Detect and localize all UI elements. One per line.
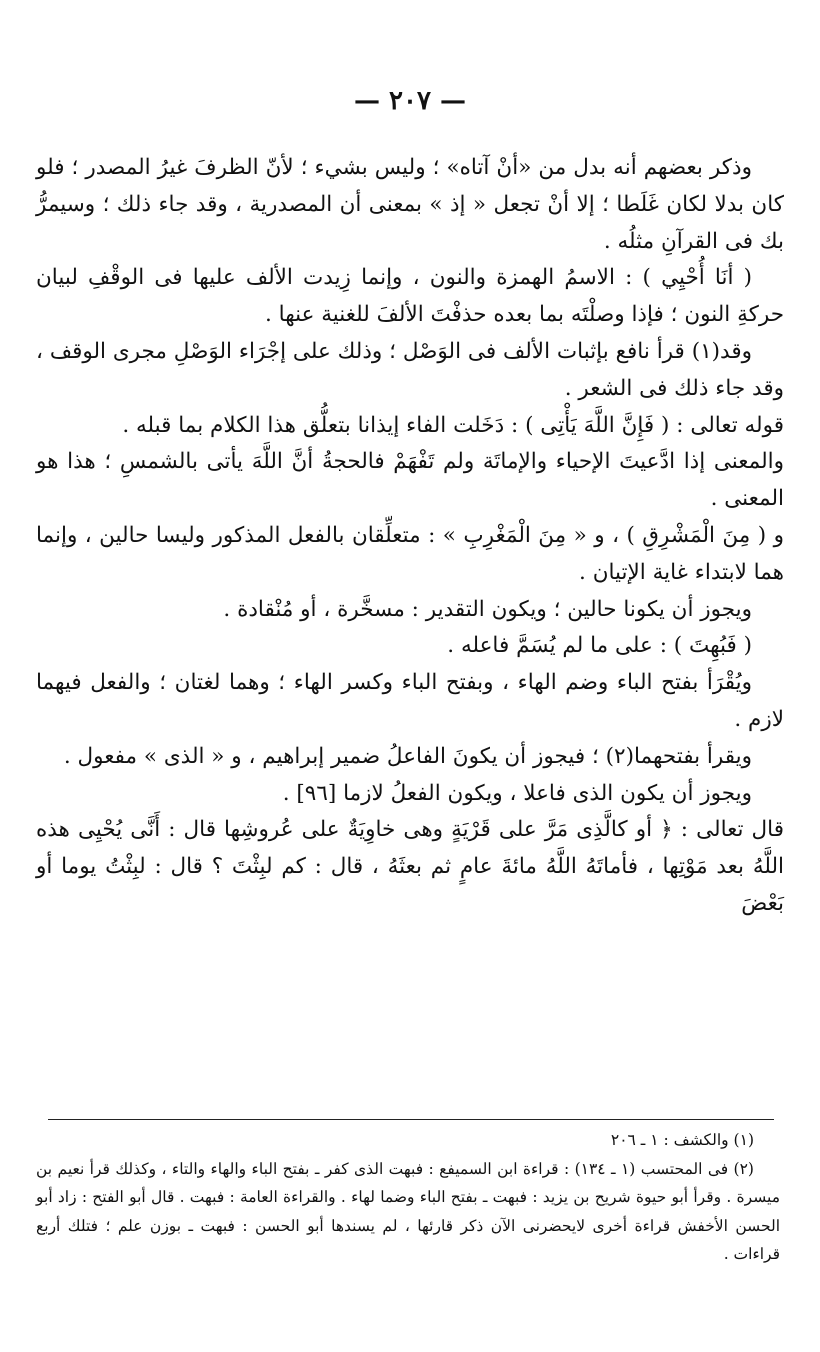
paragraph: ويقرأ بفتحهما(٢) ؛ فيجوز أن يكونَ الفاعلُ ضمير إبراهيم ، و « الذى » مفعول . [63, 743, 752, 769]
main-text [36, 150, 784, 923]
paragraph: ( أنَا أُحْيِي ) : الاسمُ الهمزة والنون ، وإنما زِيدت الألف عليها فى الوقْفِ لبيان حركةِ النون ؛ فإذا وصلْتَه بما بعده حذفْتَ الألفَ للغنية عنها . [36, 265, 784, 328]
footnotes [36, 1126, 780, 1269]
paragraph: قال تعالى : ﴿ أو كالَّذِى مَرَّ على قَرْيَةٍ وهى خاوِيَةٌ على عُروشِها قال : أَنَّى يُحْيِى هذه اللَّهُ بعد مَوْتِها ، فأماتَهُ اللَّهُ مائةَ عامٍ ثم بعثَهُ ، قال : كم لبِثْتَ ؟ قال : لبِثْتُ يوما أو بَعْضَ [36, 817, 784, 916]
paragraph: قوله تعالى : ( فَإِنَّ اللَّهَ يَأْتِى ) : دَخَلت الفاء إيذانا بتعلُّق هذا الكلام بما قبله . [122, 412, 784, 438]
paragraph: ويُقْرَأ بفتح الباء وضم الهاء ، وبفتح الباء وكسر الهاء ؛ وهما لغتان ؛ والفعل فيهما لازم . [36, 670, 784, 732]
paragraph: والمعنى إذا ادَّعيتَ الإحياء والإماتَة ولم تَفْهَمْ فالحجةُ أنَّ اللَّهَ يأتى بالشمسِ ؛ هذا هو المعنى . [36, 449, 784, 512]
paragraph: ( فَبُهِتَ ) : على ما لم يُسَمَّ فاعله . [447, 633, 752, 659]
paragraph: وذكر بعضهم أنه بدل من «أنْ آتاه» ؛ وليس بشيء ؛ لأنّ الظرفَ غيرُ المصدر ؛ فلو كان بدلا لكان غَلَطا ؛ إلا أنْ تجعل « إذ » بمعنى أن المصدرية ، وقد جاء ذلك ؛ وسيمرُّ بك فى القرآنِ مثلُه . [36, 155, 784, 254]
paragraph: و ( مِنَ الْمَشْرِقِ ) ، و « مِنَ الْمَغْرِبِ » : متعلِّقان بالفعل المذكور وليسا حالين ، وإنما هما لابتداء غاية الإتيان . [36, 522, 784, 585]
footnote: (١) والكشف : ١ ـ ٢٠٦ [610, 1131, 754, 1149]
page-number: — ٢٠٧ — [353, 86, 467, 116]
paragraph: ويجوز أن يكون الذى فاعلا ، ويكون الفعلُ لازما [٩٦] . [282, 780, 752, 806]
paragraph: وقد(١) قرأ نافع بإثبات الألف فى الوَصْل ؛ وذلك على إجْرَاء الوَصْلِ مجرى الوقف ، وقد جاء ذلك فى الشعر . [36, 338, 784, 401]
footnote: (٢) فى المحتسب (١ ـ ١٣٤) : قراءة ابن السميفع : فبهت الذى كفر ـ بفتح الباء والهاء والتاء ، وكذلك قرأ نعيم بن ميسرة . وقرأ أبو حيوة شريح بن يزيد : فبهت ـ بفتح الباء وضما لهاء . والقراءة العامة : فبهت . قال أبو الفتح : زاد أبو الحسن الأخفش قراءة أخرى لايحضرنى الآن ذكر قارئها ، لم يسندها أبو الحسن : فبهت ـ بوزن علم ؛ فتلك أربع قراءات . [36, 1159, 780, 1263]
footnote-divider [48, 1119, 774, 1120]
paragraph: ويجوز أن يكونا حالين ؛ ويكون التقدير : مسخَّرة ، أو مُنْقادة . [223, 596, 752, 622]
